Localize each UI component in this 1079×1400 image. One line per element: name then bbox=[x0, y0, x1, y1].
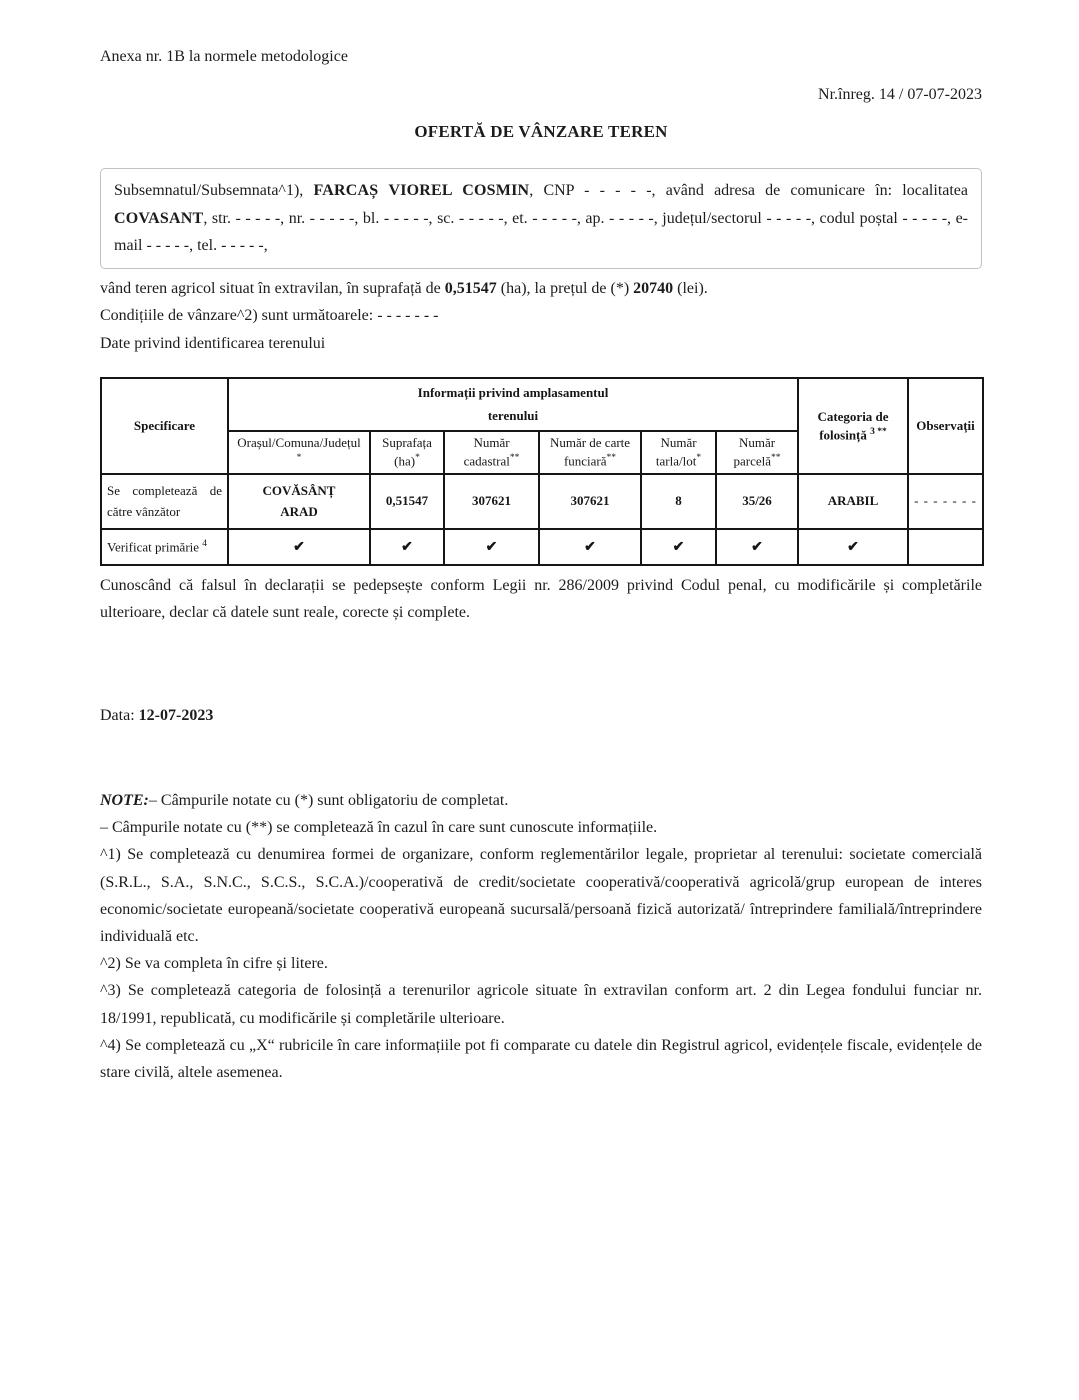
notes-section bbox=[100, 787, 982, 1086]
checkmark-icon: ✔ bbox=[293, 539, 305, 555]
cell-check-suprafata bbox=[370, 529, 444, 565]
seller-locality: COVASANT bbox=[114, 209, 204, 227]
intro-text-2: , CNP - - - - -, având adresa de comunicare în: localitatea bbox=[529, 182, 969, 199]
col-header-oras-comuna-judet bbox=[228, 431, 370, 474]
checkmark-icon: ✔ bbox=[584, 539, 596, 555]
cell-observatii bbox=[908, 474, 983, 529]
col-header-numar-carte-funciara bbox=[539, 431, 641, 474]
amplasament-line1: Informații privind amplasamentul bbox=[417, 385, 609, 400]
registration-number: Nr.înreg. 14 / 07-07-2023 bbox=[818, 86, 982, 103]
subheader-line1: Număr bbox=[660, 435, 697, 451]
sale-conditions-line: Condițiile de vânzare^2) sunt următoarele: - - - - - - - bbox=[100, 307, 439, 324]
footnote-2: ^2) Se va completa în cifre și litere. bbox=[100, 955, 328, 973]
land-identification-line: Date privind identificarea terenului bbox=[100, 334, 326, 352]
checkmark-icon: ✔ bbox=[672, 539, 685, 555]
date-value: 12-07-2023 bbox=[138, 707, 214, 724]
cell-suprafata: 0,51547 bbox=[370, 474, 444, 529]
subheader-superscript: ** bbox=[509, 452, 520, 463]
cell-check-cadastral bbox=[444, 529, 539, 565]
row-label-verificat bbox=[101, 529, 228, 565]
subheader-line2: (ha) bbox=[394, 453, 416, 469]
subheader-line1: Orașul/Comuna/Județul bbox=[237, 435, 361, 451]
applicant-info-box bbox=[100, 168, 982, 269]
cell-check-carte-funciara bbox=[539, 529, 641, 565]
subheader-line1: Număr de carte bbox=[549, 435, 631, 451]
subheader-superscript: * bbox=[415, 452, 420, 463]
subheader-superscript: * bbox=[296, 452, 302, 463]
amplasament-line2: terenului bbox=[487, 408, 539, 423]
subheader-line2: parcelă bbox=[733, 453, 772, 469]
verificat-label: Verificat primărie bbox=[107, 539, 200, 555]
subheader-line2: funciară bbox=[563, 453, 607, 469]
footnote-1: ^1) Se completează cu denumirea formei de organizare, conform reglementărilor legale, proprietar al terenului: societate comercială (S.R.L., S.A., S.N.C., S.C.S., S.C.A.)/cooperativă de credit/societate cooperativă/cooperativă agricolă/grup european de interes economic/societate europeană/societate cooperativă europeană sucursală/persoană fizică autorizată/ întreprindere familială/întreprindere individuală etc. bbox=[100, 846, 982, 946]
checkmark-icon: ✔ bbox=[751, 539, 763, 555]
date-line bbox=[100, 702, 982, 729]
categoria-line1: Categoria de bbox=[817, 408, 889, 424]
cell-categoria: ARABIL bbox=[798, 474, 908, 529]
categoria-superscript: 3 ** bbox=[870, 426, 887, 437]
date-label: Data: bbox=[100, 707, 139, 724]
cell-locality bbox=[228, 474, 370, 529]
sale-text-3: (lei). bbox=[673, 279, 708, 297]
subheader-line2: cadastral bbox=[463, 453, 510, 469]
row-label-seller: Se completează de către vânzător bbox=[101, 474, 228, 529]
sale-text-2: (ha), la prețul de (*) bbox=[496, 279, 634, 297]
declaration-paragraph: Cunoscând că falsul în declarații se pedepsește conform Legii nr. 286/2009 privind Codul penal, cu modificările și completările ulterioare, declar că datele sunt reale, corecte și complete. bbox=[100, 577, 982, 621]
footnote-3: ^3) Se completează categoria de folosință a terenurilor agricole situate în extravilan conform art. 2 din Legea fondului funciar nr. 18/1991, republicată, cu modificările și completările ulterioare. bbox=[100, 982, 982, 1027]
observatii-dashes: - - - - - - - bbox=[914, 493, 977, 509]
footnote-4: ^4) Se completează cu „X“ rubricile în care informațiile pot fi comparate cu datele din Registrul agricol, evidențele fiscale, evidențele de stare civilă, altele asemenea. bbox=[100, 1036, 982, 1082]
cell-check-locality bbox=[228, 529, 370, 565]
subheader-superscript: * bbox=[696, 452, 702, 463]
col-header-observatii: Observații bbox=[908, 378, 983, 474]
sale-statement bbox=[100, 275, 982, 303]
cell-check-parcela bbox=[716, 529, 798, 565]
subheader-line1: Număr bbox=[738, 435, 776, 451]
price-value: 20740 bbox=[633, 279, 674, 297]
intro-text-3: , str. - - - - -, nr. - - - - -, bl. - - - - -, sc. - - - - -, et. - - - - -, ap. - - - - -, județul/sectorul - - - - -, codul poștal - - - - -, e-mail - - - - -, tel. - - - - -, bbox=[114, 209, 968, 254]
col-header-specificare: Specificare bbox=[101, 378, 228, 474]
table-row-seller bbox=[101, 474, 983, 529]
subheader-superscript: ** bbox=[771, 452, 781, 463]
subheader-line1: Suprafața bbox=[382, 435, 432, 451]
col-header-numar-tarla bbox=[641, 431, 716, 474]
col-header-numar-parcela bbox=[716, 431, 798, 474]
land-data-table bbox=[100, 377, 984, 566]
cell-numar-tarla: 8 bbox=[641, 474, 716, 529]
seller-name: FARCAȘ VIOREL COSMIN bbox=[313, 182, 530, 199]
cell-numar-cadastral: 307621 bbox=[444, 474, 539, 529]
note-line1-text: – Câmpurile notate cu (*) sunt obligatoriu de completat. bbox=[148, 792, 509, 809]
land-area-value: 0,51547 bbox=[444, 279, 497, 297]
col-header-categoria bbox=[798, 378, 908, 474]
col-header-numar-cadastral bbox=[444, 431, 539, 474]
cell-numar-parcela: 35/26 bbox=[716, 474, 798, 529]
cell-check-tarla bbox=[641, 529, 716, 565]
cell-check-categoria bbox=[798, 529, 908, 565]
table-row-verificat bbox=[101, 529, 983, 565]
annex-label: Anexa nr. 1B la normele metodologice bbox=[100, 48, 348, 65]
locality-line1: COVĂSÂNȚ bbox=[262, 483, 336, 499]
page-title: OFERTĂ DE VÂNZARE TEREN bbox=[414, 122, 668, 141]
note-obligatory-fields bbox=[100, 787, 982, 814]
checkmark-icon: ✔ bbox=[401, 539, 413, 555]
subheader-superscript: ** bbox=[606, 452, 617, 463]
checkmark-icon: ✔ bbox=[485, 539, 498, 555]
checkmark-icon: ✔ bbox=[847, 539, 859, 555]
subheader-line2: tarla/lot bbox=[655, 453, 697, 469]
verificat-superscript: 4 bbox=[202, 538, 208, 549]
notes-title: NOTE: bbox=[100, 792, 149, 809]
col-header-suprafata bbox=[370, 431, 444, 474]
subheader-line1: Număr bbox=[473, 435, 510, 451]
cell-numar-carte-funciara: 307621 bbox=[539, 474, 641, 529]
intro-text-1: Subsemnatul/Subsemnata^1), bbox=[114, 182, 314, 199]
cell-check-observatii bbox=[908, 529, 983, 565]
sale-text-1: vând teren agricol situat în extravilan, în suprafață de bbox=[100, 279, 445, 297]
locality-line2: ARAD bbox=[280, 503, 318, 519]
col-header-amplasament bbox=[228, 378, 798, 431]
categoria-line2: folosință bbox=[819, 427, 867, 443]
note-optional-fields: – Câmpurile notate cu (**) se completează în cazul în care sunt cunoscute informațiile. bbox=[100, 819, 658, 837]
